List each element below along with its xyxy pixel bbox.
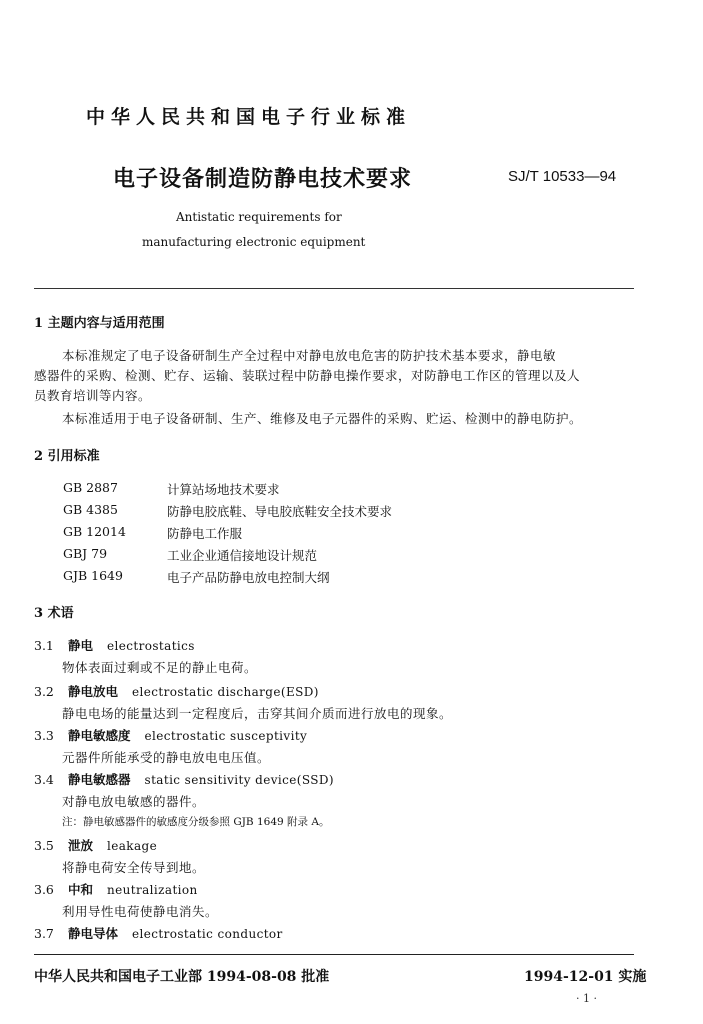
term-3-2 [34, 682, 319, 700]
section-2-heading: 2 引用标准 [34, 449, 100, 464]
term-english: static sensitivity device(SSD) [144, 773, 334, 787]
section-1-para1-line3: 员教育培训等内容。 [34, 388, 152, 403]
term-chinese: 中和 [68, 882, 94, 897]
term-chinese: 静电导体 [68, 926, 119, 941]
term-3-5 [34, 836, 157, 854]
term-definition: 元器件所能承受的静电放电电压值。 [62, 750, 271, 765]
standard-code-cell: GBJ 79 [63, 546, 108, 561]
section-1-para1-line2: 感器件的采购、检测、贮存、运输、装联过程中防静电操作要求，对防静电工作区的管理以及人 [34, 368, 581, 383]
implementation-date: 1994-12-01 实施 [524, 969, 647, 985]
english-title-line1: Antistatic requirements for [176, 210, 342, 224]
term-definition: 静电电场的能量达到一定程度后，击穿其间介质而进行放电的现象。 [62, 706, 453, 721]
term-note: 注：静电敏感器件的敏感度分级参照 GJB 1649 附录 A。 [62, 816, 330, 828]
term-number: 3.5 [34, 838, 54, 853]
english-title-line2: manufacturing electronic equipment [142, 235, 366, 249]
term-number: 3.6 [34, 882, 54, 897]
term-number: 3.1 [34, 638, 54, 653]
document-title: 电子设备制造防静电技术要求 [113, 166, 413, 192]
term-english: electrostatic discharge(ESD) [132, 685, 319, 699]
standard-code: SJ/T 10533—94 [508, 168, 617, 185]
standard-code-cell: GB 4385 [63, 502, 118, 517]
term-chinese: 静电敏感器 [68, 772, 131, 787]
term-definition: 利用导性电荷使静电消失。 [62, 904, 219, 919]
term-english: electrostatic susceptivity [144, 729, 308, 743]
term-definition: 物体表面过剩或不足的静止电荷。 [62, 660, 258, 675]
term-chinese: 静电放电 [68, 684, 119, 699]
standard-name-cell: 工业企业通信接地设计规范 [167, 548, 318, 563]
term-3-6 [34, 880, 198, 898]
standard-code-cell: GB 2887 [63, 480, 118, 495]
term-english: electrostatic conductor [132, 927, 283, 941]
industry-standard-heading: 中华人民共和国电子行业标准 [86, 106, 412, 128]
standard-name-cell: 防静电工作服 [167, 526, 243, 541]
standard-code-cell: GJB 1649 [63, 568, 123, 583]
term-number: 3.7 [34, 926, 54, 941]
section-1-heading: 1 主题内容与适用范围 [34, 316, 165, 331]
footer-divider [34, 954, 634, 955]
term-english: neutralization [107, 883, 198, 897]
standard-name-cell: 防静电胶底鞋、导电胶底鞋安全技术要求 [167, 504, 393, 519]
term-3-7 [34, 924, 283, 942]
term-3-3 [34, 726, 307, 744]
term-chinese: 静电敏感度 [68, 728, 131, 743]
section-1-para1-line1: 本标准规定了电子设备研制生产全过程中对静电放电危害的防护技术基本要求，静电敏 [62, 348, 557, 363]
term-chinese: 静电 [68, 638, 94, 653]
standard-name-cell: 电子产品防静电放电控制大纲 [167, 570, 330, 585]
term-3-4 [34, 770, 334, 788]
page-number: · 1 · [576, 992, 597, 1005]
term-number: 3.2 [34, 684, 54, 699]
approval-statement: 中华人民共和国电子工业部 1994-08-08 批准 [34, 969, 330, 985]
term-english: electrostatics [107, 639, 195, 653]
header-divider [34, 288, 634, 289]
section-3-heading: 3 术语 [34, 606, 74, 621]
standard-name-cell: 计算站场地技术要求 [167, 482, 280, 497]
term-definition: 将静电荷安全传导到地。 [62, 860, 206, 875]
term-chinese: 泄放 [68, 838, 94, 853]
term-english: leakage [107, 839, 158, 853]
term-3-1 [34, 636, 195, 654]
term-definition: 对静电放电敏感的器件。 [62, 794, 206, 809]
term-number: 3.3 [34, 728, 54, 743]
term-number: 3.4 [34, 772, 54, 787]
section-1-para2: 本标准适用于电子设备研制、生产、维修及电子元器件的采购、贮运、检测中的静电防护。 [62, 411, 583, 426]
standard-code-cell: GB 12014 [63, 524, 126, 539]
